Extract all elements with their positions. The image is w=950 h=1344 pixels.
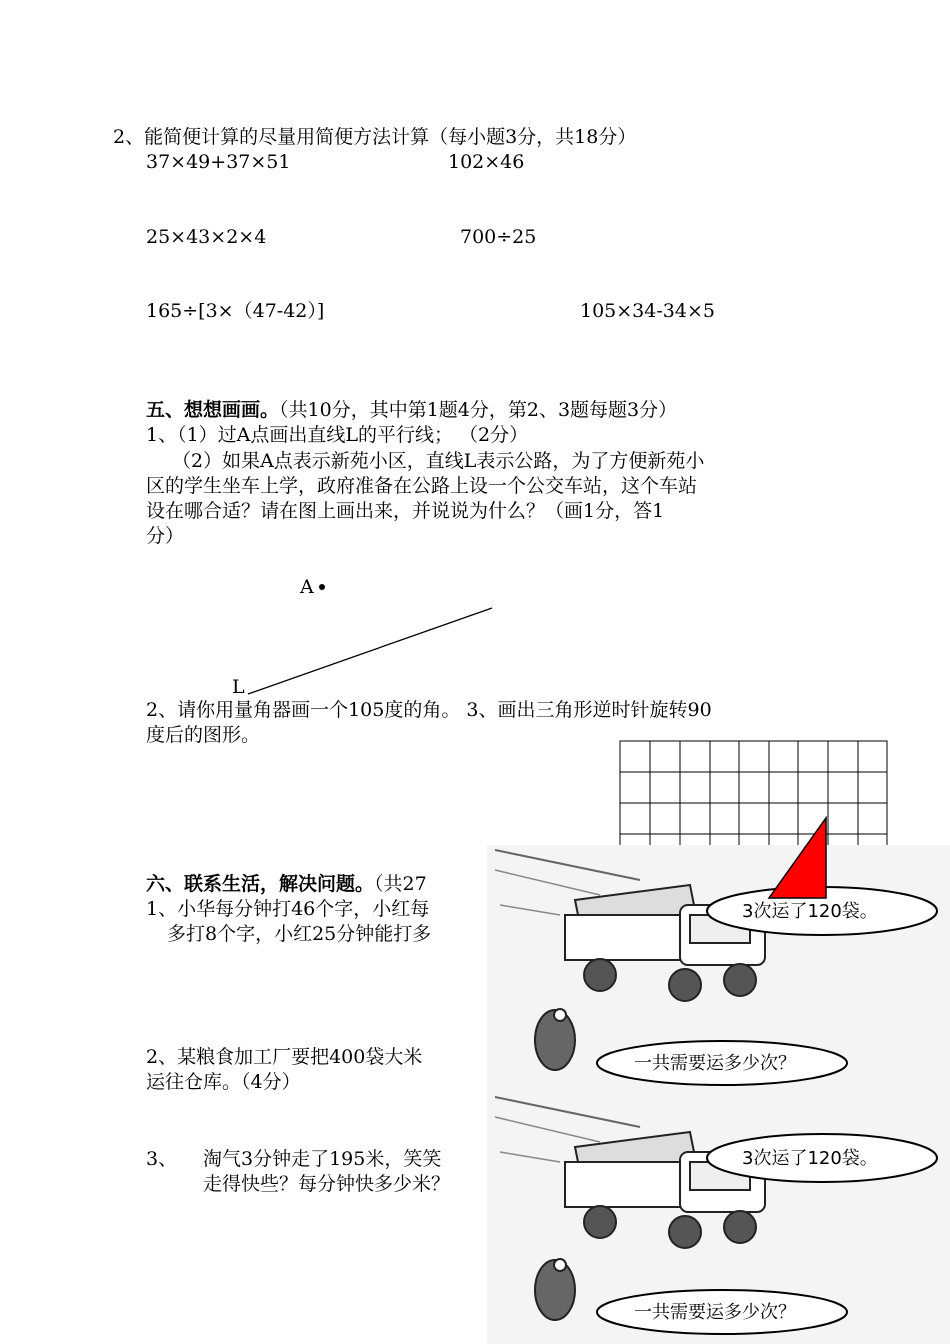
section6-title: 六、联系生活，解决问题。 bbox=[146, 873, 375, 895]
line-l-label: L bbox=[232, 676, 245, 698]
s6-q3-line2: 走得快些？每分钟快多少米？ bbox=[203, 1173, 451, 1195]
expression-3: 25×43×2×4 bbox=[146, 226, 267, 248]
s6-q3-line1: 淘气3分钟走了195米，笑笑 bbox=[203, 1148, 442, 1170]
s6-q1-line2: 多打8个字，小红25分钟能打多 bbox=[167, 923, 432, 945]
s5-q2q3-line1: 2、请你用量角器画一个105度的角。 3、画出三角形逆时针旋转90 bbox=[146, 699, 712, 721]
section5-title: 五、想想画画。 bbox=[146, 399, 280, 421]
s5-q1-line4: 设在哪合适？请在图上画出来，并说说为什么？（画1分，答1 bbox=[146, 500, 665, 522]
truck-illustration-panel bbox=[487, 845, 950, 1344]
s5-q2q3-line2: 度后的图形。 bbox=[146, 724, 261, 746]
s6-q2-line1: 2、某粮食加工厂要把400袋大米 bbox=[146, 1046, 423, 1068]
bubble-bean-1-text: 一共需要运多少次？ bbox=[634, 1053, 796, 1074]
s5-q1-line3: 区的学生坐车上学，政府准备在公路上设一个公交车站，这个车站 bbox=[146, 475, 698, 497]
bean-character-icon bbox=[535, 1009, 575, 1070]
expression-6: 105×34-34×5 bbox=[580, 300, 715, 322]
point-a-label: A bbox=[300, 576, 314, 598]
s6-q1-line1: 1、小华每分钟打46个字，小红每 bbox=[146, 898, 430, 920]
bean-character-icon bbox=[535, 1259, 575, 1320]
s6-q2-line2: 运往仓库。（4分） bbox=[146, 1071, 301, 1093]
square-grid bbox=[620, 741, 887, 861]
expression-5: 165÷[3×（47-42）] bbox=[146, 300, 325, 322]
line-l bbox=[248, 608, 492, 694]
bubble-truck-1-text: 3次运了120袋。 bbox=[742, 901, 878, 922]
section6-note: （共27 bbox=[374, 873, 427, 895]
s5-q1-line5: 分） bbox=[146, 525, 185, 547]
bubble-bean-2-text: 一共需要运多少次？ bbox=[634, 1302, 796, 1323]
calc-heading: 2、能简便计算的尽量用简便方法计算（每小题3分，共18分） bbox=[113, 126, 637, 148]
bubble-truck-2-text: 3次运了120袋。 bbox=[742, 1148, 878, 1169]
s5-q1-line1: 1、（1）过A点画出直线L的平行线； （2分） bbox=[146, 424, 529, 446]
expression-1: 37×49+37×51 bbox=[146, 151, 291, 173]
expression-2: 102×46 bbox=[448, 151, 525, 173]
expression-4: 700÷25 bbox=[460, 226, 537, 248]
s5-q1-line2: （2）如果A点表示新苑小区，直线L表示公路，为了方便新苑小 bbox=[172, 450, 705, 472]
section5-note: （共10分，其中第1题4分，第2、3题每题3分） bbox=[279, 399, 678, 421]
s6-q3-number: 3、 bbox=[146, 1148, 178, 1170]
